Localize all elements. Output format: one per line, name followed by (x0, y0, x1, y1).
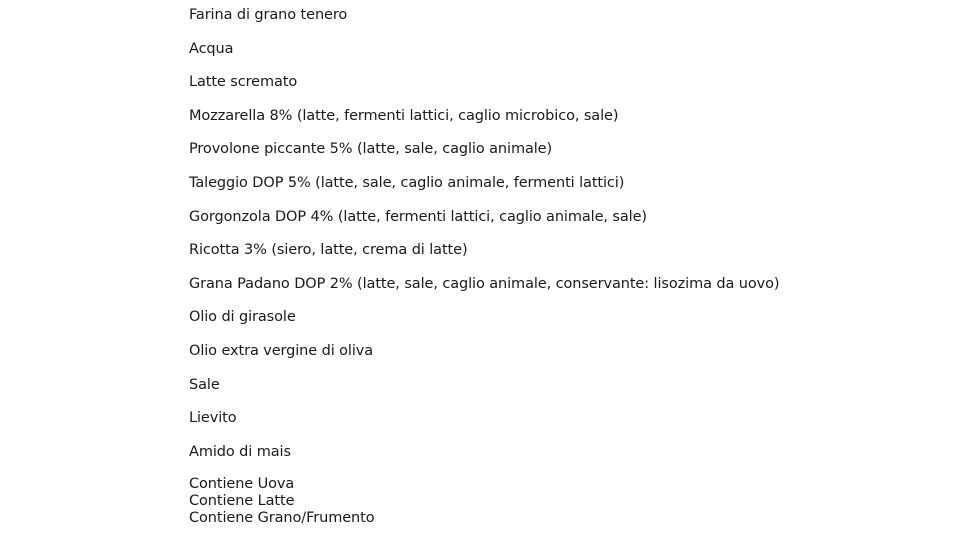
allergen-list (189, 476, 375, 527)
ingredient-item: Latte scremato (189, 74, 298, 91)
ingredient-item: Farina di grano tenero (189, 7, 348, 23)
ingredient-item: Mozzarella 8% (latte, fermenti lattici, caglio microbico, sale) (189, 107, 619, 124)
ingredient-item: Provolone piccante 5% (latte, sale, caglio animale) (189, 141, 553, 158)
ingredient-item: Lievito (189, 410, 237, 427)
ingredient-item: Ricotta 3% (siero, latte, crema di latte) (189, 242, 468, 259)
ingredient-item: Olio di girasole (189, 309, 296, 326)
ingredient-item: Gorgonzola DOP 4% (latte, fermenti lattici, caglio animale, sale) (189, 208, 647, 225)
allergen-item: Contiene Latte (189, 493, 295, 509)
ingredient-item: Olio extra vergine di oliva (189, 342, 374, 359)
ingredient-list (189, 4, 779, 474)
ingredient-item: Acqua (189, 40, 234, 57)
ingredient-item: Amido di mais (189, 443, 291, 460)
ingredient-item: Taleggio DOP 5% (latte, sale, caglio animale, fermenti lattici) (189, 174, 625, 191)
ingredient-item: Grana Padano DOP 2% (latte, sale, caglio animale, conservante: lisozima da uovo) (189, 275, 780, 292)
ingredient-item: Sale (189, 376, 220, 393)
allergen-item: Contiene Uova (189, 476, 295, 492)
allergen-item: Contiene Grano/Frumento (189, 510, 375, 526)
